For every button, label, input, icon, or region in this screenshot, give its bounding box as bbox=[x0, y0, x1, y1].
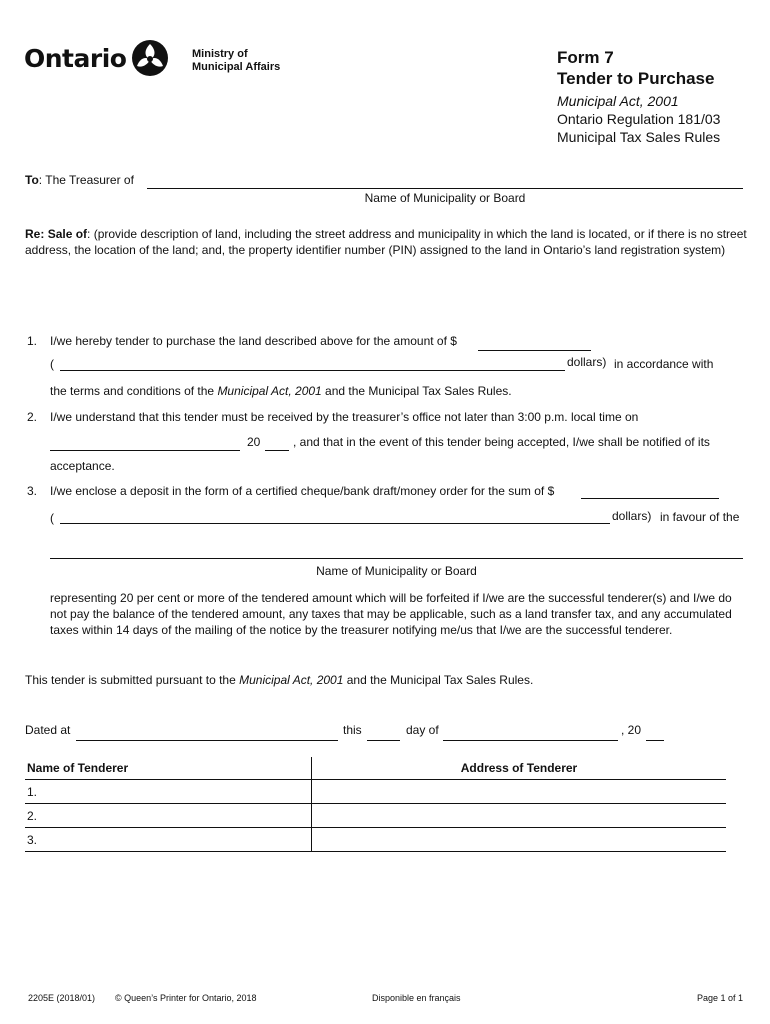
item2-text: I/we understand that this tender must be received by the treasurer’s office not later than 3:00 p.m. local time on bbox=[50, 410, 639, 424]
table-row bbox=[25, 828, 726, 852]
logo-text: Ontario bbox=[24, 43, 127, 73]
col-name-header: Name of Tenderer bbox=[25, 757, 312, 780]
submitted-act: Municipal Act, 2001 bbox=[239, 673, 344, 687]
deposit-payee-field[interactable] bbox=[50, 544, 743, 559]
deadline-year-field[interactable] bbox=[265, 436, 289, 451]
item1-paren: ( bbox=[50, 357, 54, 371]
regulation: Ontario Regulation 181/03 bbox=[557, 111, 721, 127]
municipality-field[interactable] bbox=[147, 174, 743, 189]
tender-amount-words-field[interactable] bbox=[60, 356, 565, 371]
dated-day-field[interactable] bbox=[367, 726, 400, 741]
submitted-post: and the Municipal Tax Sales Rules. bbox=[343, 673, 534, 687]
item3-representing: representing 20 per cent or more of the tendered amount which will be forfeited if I/we are the successful tenderer(s) and I/we do not pay the balance of the tendered amount, any taxes that may be applicable, such as a land transfer tax, and any accumulated taxes within 14 days of the mailing of the notice by the treasurer notifying me/us that I/we are the successful tenderer. bbox=[50, 591, 732, 637]
rules-name: Municipal Tax Sales Rules bbox=[557, 129, 721, 145]
table-row bbox=[25, 780, 726, 804]
act-name: Municipal Act, 2001 bbox=[557, 93, 679, 109]
to-caption: Name of Municipality or Board bbox=[364, 191, 526, 205]
row-number: 2. bbox=[27, 808, 38, 823]
item3-paren: ( bbox=[50, 511, 54, 525]
re-paragraph: Re: Sale of: (provide description of land, including the street address and municipality in which the land is located, or if there is no street address, the location of the land; and, the property identifier number (PIN) assigned to the land in Ontario’s land registration system) bbox=[25, 227, 747, 257]
tender-amount-field[interactable] bbox=[478, 336, 591, 351]
submitted-line bbox=[25, 672, 533, 688]
tenderer-address-cell[interactable] bbox=[312, 828, 727, 852]
deposit-amount-words-field[interactable] bbox=[60, 509, 610, 524]
re-label: Re bbox=[25, 227, 41, 241]
row-number: 1. bbox=[27, 784, 38, 799]
item3-caption: Name of Municipality or Board bbox=[316, 564, 477, 578]
terms-post: and the Municipal Tax Sales Rules. bbox=[321, 384, 512, 398]
item1-number: 1. bbox=[27, 334, 38, 348]
to-text: : The Treasurer of bbox=[38, 173, 134, 187]
terms-pre: the terms and conditions of the bbox=[50, 384, 218, 398]
ontario-logo bbox=[24, 38, 170, 78]
item2-year-prefix: 20 bbox=[247, 435, 261, 449]
item1-dollars: dollars) bbox=[567, 355, 607, 369]
dated-place-field[interactable] bbox=[76, 726, 338, 741]
ministry-name bbox=[192, 48, 280, 74]
item3-dollars: dollars) bbox=[612, 509, 652, 523]
item2-cont: , and that in the event of this tender being accepted, I/we shall be notified of its bbox=[293, 435, 710, 449]
ministry-line1: Ministry of bbox=[192, 48, 248, 60]
dated-year-label: , 20 bbox=[621, 723, 642, 737]
row-number: 3. bbox=[27, 832, 38, 847]
tenderer-name-cell[interactable] bbox=[25, 828, 312, 852]
trillium-icon bbox=[130, 38, 170, 78]
to-label: To bbox=[25, 173, 39, 187]
deposit-amount-field[interactable] bbox=[581, 484, 719, 499]
item1-terms bbox=[50, 383, 512, 399]
tenderers-table bbox=[25, 757, 726, 852]
deadline-date-field[interactable] bbox=[50, 436, 240, 451]
footer-french[interactable]: Disponible en français bbox=[372, 993, 461, 1003]
item3-number: 3. bbox=[27, 484, 38, 498]
terms-act: Municipal Act, 2001 bbox=[217, 384, 322, 398]
re-text: : (provide description of land, including the street address and municipality in which the land is located, or if there is no street address, the location of the land; and, the property identifier number (PIN) assigned to the land in Ontario’s land registration system) bbox=[25, 227, 747, 257]
item3-text: I/we enclose a deposit in the form of a certified cheque/bank draft/money order for the sum of $ bbox=[50, 484, 555, 498]
dated-month-field[interactable] bbox=[443, 726, 618, 741]
item3-favour: in favour of the bbox=[660, 510, 740, 524]
sale-of-label: Sale of bbox=[47, 227, 88, 241]
tenderer-name-cell[interactable] bbox=[25, 804, 312, 828]
table-row bbox=[25, 804, 726, 828]
submitted-pre: This tender is submitted pursuant to the bbox=[25, 673, 240, 687]
tenderer-address-cell[interactable] bbox=[312, 780, 727, 804]
to-line bbox=[25, 172, 134, 188]
footer-copyright: © Queen’s Printer for Ontario, 2018 bbox=[115, 993, 257, 1003]
item2-number: 2. bbox=[27, 410, 38, 424]
tenderer-name-cell[interactable] bbox=[25, 780, 312, 804]
item1-text: I/we hereby tender to purchase the land described above for the amount of $ bbox=[50, 334, 457, 348]
footer-code: 2205E (2018/01) bbox=[28, 993, 96, 1003]
dated-label: Dated at bbox=[25, 723, 71, 737]
tenderer-address-cell[interactable] bbox=[312, 804, 727, 828]
item2-acceptance: acceptance. bbox=[50, 459, 115, 473]
dated-year-field[interactable] bbox=[646, 726, 664, 741]
dated-day-of: day of bbox=[406, 723, 439, 737]
ministry-line2: Municipal Affairs bbox=[192, 61, 281, 73]
dated-this: this bbox=[343, 723, 362, 737]
col-address-header: Address of Tenderer bbox=[312, 757, 727, 780]
form-number: Form 7 bbox=[557, 48, 614, 67]
footer-page: Page 1 of 1 bbox=[697, 993, 744, 1003]
item1-accordance: in accordance with bbox=[614, 357, 714, 371]
form-title: Tender to Purchase bbox=[557, 69, 715, 88]
